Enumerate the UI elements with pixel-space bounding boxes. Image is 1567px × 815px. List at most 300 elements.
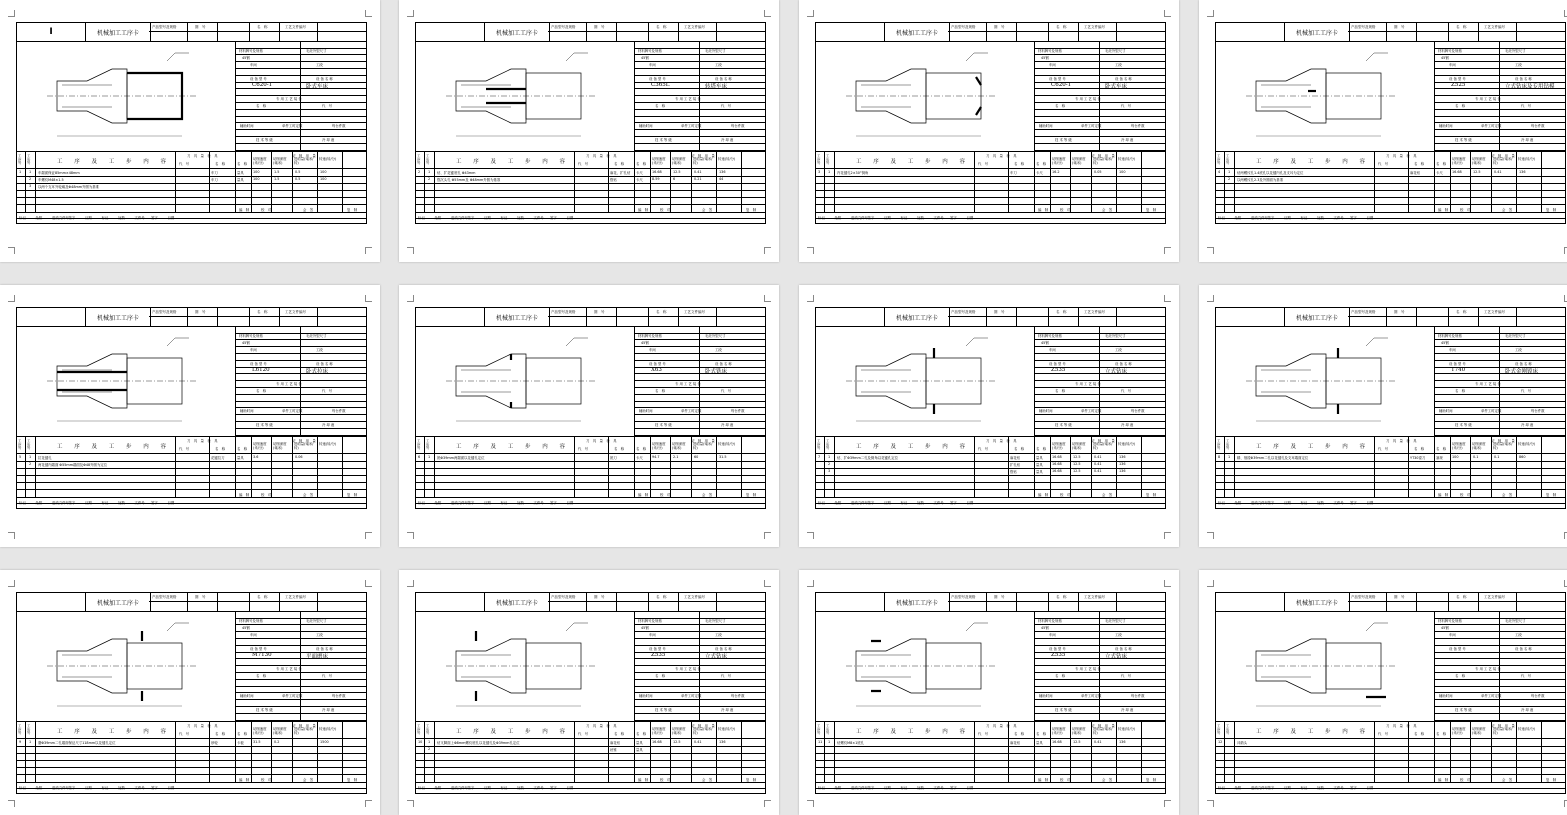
label-tech-grade: 技 术 等 级: [256, 708, 273, 712]
ops-col-line: [1141, 722, 1142, 782]
op-row-text: 钻、扩花键底孔 Φ43mm: [437, 171, 476, 175]
op-row-rpm: 1500: [320, 740, 329, 744]
label-fixture: 专 用 工 艺 装 备: [276, 97, 302, 101]
footer-label: 处数: [434, 501, 442, 505]
label-check: 校 对: [1060, 778, 1071, 782]
label-approve: 会 签: [1102, 493, 1113, 497]
label-material-grade: 材料牌号及规格: [239, 334, 263, 338]
op-row-depth: 1.5: [274, 177, 280, 181]
label-ops-code: 代 号: [1378, 732, 1389, 736]
header-col-line: [986, 593, 987, 611]
label-rate: 冷 却 液: [322, 423, 335, 427]
op-row-no: 6: [418, 455, 421, 459]
page-corner-mark: [1164, 532, 1171, 539]
footer-label: 标记: [1300, 501, 1308, 505]
ops-col-line: [1116, 152, 1117, 212]
label-workshop: 车间: [1449, 633, 1456, 637]
footer-label: 签字: [1267, 216, 1275, 220]
label-aux-time: 辅助时间: [639, 409, 653, 413]
page-corner-mark: [807, 247, 814, 254]
label-tech-grade: 技 术 等 级: [655, 138, 672, 142]
label-drawing-no: 图 号: [594, 25, 605, 29]
footer-label: 标记: [19, 786, 26, 790]
label-rate: 冷 却 液: [1121, 138, 1134, 142]
footer-label: 处数: [1317, 216, 1324, 220]
equipment-model-value: M7130: [252, 652, 272, 658]
roughness-leader: [966, 338, 988, 346]
label-proc-no: 工序号: [1217, 154, 1221, 166]
footer-label: 标记: [500, 786, 508, 790]
footer-label: 签字: [550, 216, 557, 220]
label-equipment-model: 设 备 型 号: [1049, 362, 1066, 366]
label-proc-no: 工序号: [18, 439, 22, 451]
footer-label: 日期: [566, 786, 574, 790]
label-check: 校 对: [660, 208, 671, 212]
label-cut-depth: 切削深度(毫米): [672, 157, 686, 165]
ops-row-line: [816, 746, 1165, 747]
footer-label: 标记: [19, 501, 26, 505]
label-name: 名 称: [656, 595, 667, 599]
op-row-spec: 卡尺: [636, 178, 643, 182]
label-compile: 编 制: [1438, 778, 1449, 782]
op-row-step: 2: [828, 462, 831, 466]
operations-table: [416, 151, 765, 224]
page-corner-mark: [1164, 247, 1171, 254]
label-check: 校 对: [660, 778, 671, 782]
label-ops-spec: 名 称: [636, 447, 647, 451]
page-corner-mark: [764, 580, 771, 587]
label-compile: 编 制: [638, 778, 649, 782]
ops-col-line: [670, 722, 671, 782]
label-material-grade: 材料牌号及规格: [1038, 619, 1062, 623]
footer-label: 标记: [818, 786, 825, 790]
header-col-line: [1078, 308, 1079, 326]
label-product-model: 产品型号及规格: [551, 595, 576, 599]
op-row-text: 内花键孔2×30°倒角: [837, 171, 869, 175]
part-drawing: [416, 611, 634, 721]
label-material: 45钢: [1441, 56, 1449, 60]
label-tech-grade: 技 术 等 级: [1455, 708, 1472, 712]
ops-col-line: [1408, 152, 1409, 212]
label-check: 校 对: [660, 493, 671, 497]
part-drawing-svg: [416, 611, 634, 721]
equipment-name-value: 卧式金刚镗床: [1505, 369, 1539, 375]
label-workshop: 车间: [250, 348, 257, 352]
op-row-tool: 花键拉刀: [211, 456, 225, 460]
op-row-step: 1: [428, 170, 431, 174]
label-compile: 编 制: [638, 493, 649, 497]
label-tool-name: 名 称: [655, 674, 666, 678]
op-row-text: 钻叉脚面上Φ8mm螺纹底孔以花键孔及Φ39mm孔定位: [437, 741, 520, 745]
roughness-leader: [1366, 623, 1388, 631]
footer-label: 签字: [467, 501, 475, 505]
footer-label: 标记: [101, 786, 109, 790]
ops-row-line: [416, 738, 765, 739]
label-material-grade: 材料牌号及规格: [638, 49, 662, 53]
label-drawing-no: 图 号: [994, 310, 1005, 314]
header-col-line: [586, 308, 587, 326]
document-page-8[interactable]: [1199, 285, 1567, 547]
label-material-grade: 材料牌号及规格: [1438, 334, 1462, 338]
label-step-no: 工步号: [27, 439, 31, 451]
page-corner-mark: [807, 532, 814, 539]
label-process-doc: 工艺文件编号: [1084, 25, 1105, 29]
op-row-speed: 16.2: [1052, 170, 1060, 174]
label-tool-group: 刀 具 量 检 具: [187, 439, 218, 443]
card-title: 机械加工工序卡: [484, 23, 550, 41]
label-feed: 进给量(毫米/转): [294, 727, 314, 735]
header-col-line: [678, 308, 679, 326]
card-header: [1216, 23, 1565, 42]
ops-col-line: [716, 152, 717, 212]
footer-label: 标记: [1300, 786, 1308, 790]
page-corner-mark: [1164, 580, 1171, 587]
ops-row-line: [1216, 204, 1565, 205]
ops-row-line: [816, 760, 1165, 761]
label-cut-depth: 切削深度(毫米): [1072, 442, 1086, 450]
header-divider: [548, 31, 765, 32]
ops-col-line: [424, 722, 425, 782]
header-divider: [948, 31, 1165, 32]
header-col-line: [1416, 593, 1417, 611]
ops-col-line: [1116, 437, 1117, 497]
header-col-line: [1116, 593, 1117, 611]
label-review: 复 制: [347, 493, 358, 497]
ops-col-line: [424, 152, 425, 212]
op-row-feed: 0.41: [694, 740, 702, 744]
footer-label: 日期: [1366, 216, 1374, 220]
op-row-text: 铣Φ39mm两端面以花键孔定位: [437, 456, 485, 460]
label-compile: 编 制: [1438, 493, 1449, 497]
label-op-content: 工 序 及 工 步 内 容: [456, 444, 570, 450]
page-corner-mark: [8, 10, 15, 17]
label-unit-time: 单件工时定额: [1081, 694, 1102, 698]
label-section: 工段: [316, 63, 323, 67]
ops-col-line: [1091, 437, 1092, 497]
part-drawing: [816, 326, 1034, 436]
part-drawing: [1216, 41, 1434, 151]
part-drawing-svg: [816, 326, 1034, 436]
footer-label: 处数: [1234, 501, 1242, 505]
ops-col-line: [834, 437, 835, 497]
label-ops-name: 名 称: [215, 447, 226, 451]
footer-label: 签字: [151, 786, 158, 790]
label-proc-no: 工序号: [1217, 439, 1221, 451]
label-tool-name: 名 称: [1455, 389, 1466, 393]
label-code: 代 号: [1521, 674, 1532, 678]
document-page-2[interactable]: [399, 0, 779, 262]
document-page-1[interactable]: [0, 0, 380, 262]
footer-label: 签字: [867, 216, 875, 220]
label-cut-group: 切 削 用 量: [691, 724, 715, 728]
label-unit-time: 单件工时定额: [1481, 694, 1502, 698]
footer-label: 文件号: [533, 216, 544, 220]
label-cut-speed: 切削速度(米/分): [253, 727, 267, 735]
ops-col-line: [1541, 437, 1542, 497]
header-col-line: [616, 308, 617, 326]
op-row-tool: 铣刀: [610, 456, 617, 460]
label-section: 工段: [1115, 63, 1122, 67]
label-equipment-model: 设 备 型 号: [649, 362, 666, 366]
label-code: 代 号: [322, 674, 333, 678]
label-tool-group: 刀 具 量 检 具: [586, 154, 617, 158]
document-page-7[interactable]: [799, 285, 1179, 547]
footer-label: 更改文件号: [1251, 786, 1268, 790]
ops-col-line: [209, 437, 210, 497]
op-row-text: 以两个支耳外轮廓及Φ48mm外圆为基准: [38, 185, 100, 189]
footer-label: 日期: [966, 501, 974, 505]
label-ops-name: 名 称: [614, 447, 625, 451]
document-page-11[interactable]: [799, 570, 1179, 815]
page-corner-mark: [407, 800, 414, 807]
equipment-model-value: C365L: [651, 82, 670, 88]
label-ops-code: 代 号: [179, 732, 190, 736]
header-col-line: [648, 23, 649, 41]
roughness-leader: [966, 623, 988, 631]
ops-row-line: [1216, 767, 1565, 768]
footer-label: 日期: [1284, 216, 1291, 220]
ops-row-line: [1216, 746, 1565, 747]
ops-row-line: [816, 489, 1165, 490]
ops-col-line: [650, 152, 651, 212]
label-equipment-name: 设 备 名 称: [1515, 647, 1532, 651]
ops-col-line: [1408, 722, 1409, 782]
op-row-feed: 0.41: [1094, 462, 1102, 466]
card-header: [416, 23, 765, 42]
op-row-tool: 车刀: [211, 171, 218, 175]
label-aux-time: 辅助时间: [1439, 409, 1453, 413]
footer-label: 日期: [85, 216, 92, 220]
footer-label: 处数: [834, 501, 842, 505]
header-divider: [149, 31, 366, 32]
op-row-step: 1: [428, 455, 431, 459]
label-ops-spec: 名 称: [1436, 447, 1447, 451]
op-row-spec: 量具: [1036, 456, 1043, 460]
label-check: 校 对: [1460, 493, 1471, 497]
card-mark-cell: [1216, 593, 1284, 611]
label-name: 名 称: [656, 25, 667, 29]
op-row-tool: 麻花钻: [1410, 171, 1421, 175]
equipment-name-value: 卧式铣床: [705, 369, 728, 375]
label-feed: 进给量(毫米/转): [294, 157, 314, 165]
label-drawing-no: 图 号: [1394, 310, 1405, 314]
op-row-tool: 扩孔钻: [1010, 463, 1021, 467]
label-op-content: 工 序 及 工 步 内 容: [57, 159, 171, 165]
footer-label: 标记: [418, 216, 425, 220]
page-corner-mark: [1164, 800, 1171, 807]
op-row-text: 车螺纹M48×1.5: [38, 178, 64, 182]
label-material: 45钢: [242, 56, 250, 60]
ops-col-line: [271, 722, 272, 782]
ops-col-line: [1434, 152, 1435, 212]
footer-label: 签字: [950, 216, 957, 220]
ops-col-line: [25, 722, 26, 782]
op-row-tool: YT30镗刀: [1410, 456, 1426, 460]
document-page-3[interactable]: [799, 0, 1179, 262]
label-ops-spec: 名 称: [1036, 732, 1047, 736]
label-drawing-no: 图 号: [195, 595, 206, 599]
footer-label: 文件号: [134, 501, 145, 505]
label-material-grade: 材料牌号及规格: [1438, 49, 1462, 53]
label-review: 复 制: [347, 778, 358, 782]
label-rpm: 转速(转/分): [1118, 442, 1136, 446]
op-row-speed: 16.68: [1052, 740, 1062, 744]
op-row-spec: 卡尺: [1436, 171, 1443, 175]
op-row-rpm: 136: [1119, 740, 1126, 744]
label-tool-name: 名 称: [655, 104, 666, 108]
ops-col-line: [1408, 437, 1409, 497]
operations-table: [17, 436, 366, 509]
page-corner-mark: [365, 800, 372, 807]
label-unit-time: 单件工时定额: [282, 694, 303, 698]
info-row-line: [635, 428, 766, 436]
op-row-no: 9: [19, 740, 22, 744]
header-col-line: [586, 23, 587, 41]
label-equipment-name: 设 备 名 称: [1115, 647, 1132, 651]
label-material-grade: 材料牌号及规格: [1038, 334, 1062, 338]
ops-row-line: [816, 183, 1165, 184]
ops-row-line: [17, 497, 366, 498]
label-check: 校 对: [1060, 493, 1071, 497]
footer-label: 签字: [467, 216, 475, 220]
ops-col-line: [634, 437, 635, 497]
label-prep-time: 每台件数: [332, 409, 346, 413]
document-page-9[interactable]: [0, 570, 380, 815]
header-col-line: [986, 23, 987, 41]
label-code: 代 号: [1521, 389, 1532, 393]
label-material: 45钢: [1441, 626, 1449, 630]
header-col-line: [716, 23, 717, 41]
card-info-block: [235, 326, 367, 436]
footer-label: 日期: [484, 786, 491, 790]
op-row-depth: 12.5: [1473, 170, 1481, 174]
ops-row-line: [816, 774, 1165, 775]
op-row-speed: 16.68: [1452, 170, 1462, 174]
document-page-10[interactable]: [399, 570, 779, 815]
label-tech-grade: 技 术 等 级: [1055, 708, 1072, 712]
label-equipment-name: 设 备 名 称: [715, 362, 732, 366]
label-ops-spec: 名 称: [1436, 732, 1447, 736]
op-row-no: 7: [818, 455, 821, 459]
ops-col-line: [1450, 722, 1451, 782]
label-product-model: 产品型号及规格: [1351, 25, 1376, 29]
label-rpm: 转速(转/分): [718, 442, 736, 446]
footer-label: 日期: [884, 786, 891, 790]
footer-label: 更改文件号: [52, 216, 69, 220]
label-ops-code: 代 号: [578, 447, 589, 451]
label-cut-speed: 切削速度(米/分): [253, 157, 267, 165]
label-cut-speed: 切削速度(米/分): [652, 157, 666, 165]
op-row-tool: 砂轮: [211, 741, 218, 745]
ops-row-line: [416, 767, 765, 768]
ops-col-line: [292, 437, 293, 497]
ops-row-line: [1216, 489, 1565, 490]
ops-row-line: [17, 489, 366, 490]
label-ops-code: 代 号: [179, 162, 190, 166]
document-page-6[interactable]: [399, 285, 779, 547]
ops-col-line: [175, 437, 176, 497]
op-row-speed: 16.68: [1052, 469, 1062, 473]
info-row-line: [1435, 143, 1566, 151]
document-page-4[interactable]: [1199, 0, 1567, 262]
ops-col-line: [1234, 722, 1235, 782]
ops-col-line: [1034, 152, 1035, 212]
label-fixture: 专 用 工 艺 装 备: [1075, 382, 1101, 386]
label-rpm: 转速(转/分): [1118, 727, 1136, 731]
label-name: 名 称: [257, 25, 268, 29]
label-drawing-no: 图 号: [594, 310, 605, 314]
label-equipment-model: 设 备 型 号: [1049, 77, 1066, 81]
label-approve: 会 签: [1502, 493, 1513, 497]
ops-row-line: [17, 176, 366, 177]
page-corner-mark: [807, 10, 814, 17]
label-cut-speed: 切削速度(米/分): [1052, 157, 1066, 165]
label-aux-time: 辅助时间: [240, 124, 254, 128]
op-row-text: 钻螺纹M8×1底孔: [837, 741, 865, 745]
label-ops-spec: 名 称: [1036, 162, 1047, 166]
label-proc-no: 工序号: [18, 724, 22, 736]
label-code: 代 号: [1121, 674, 1132, 678]
footer-label: 处数: [917, 216, 924, 220]
label-feed: 进给量(毫米/转): [1493, 157, 1513, 165]
label-equipment-name: 设 备 名 称: [715, 647, 732, 651]
ops-row-line: [1216, 212, 1565, 213]
footer-label: 文件号: [134, 786, 145, 790]
document-page-5[interactable]: [0, 285, 380, 547]
op-row-speed: 16.68: [1052, 455, 1062, 459]
page-corner-mark: [807, 800, 814, 807]
label-process-doc: 工艺文件编号: [1484, 595, 1505, 599]
card-info-block: [1434, 611, 1566, 721]
card-mark-cell: [416, 23, 484, 41]
ops-col-line: [608, 437, 609, 497]
op-row-rpm: 136: [1119, 469, 1126, 473]
footer-label: 处数: [517, 216, 524, 220]
ops-col-line: [691, 437, 692, 497]
label-cut-group: 切 削 用 量: [1091, 439, 1115, 443]
label-tool-group: 刀 具 量 检 具: [586, 439, 617, 443]
equipment-name-value: 平面磨床: [306, 654, 329, 660]
label-blank-dims: 毛坯外型尺寸: [306, 334, 327, 338]
op-row-spec: 塞规: [1436, 456, 1443, 460]
ops-row-line: [816, 204, 1165, 205]
label-check: 校 对: [261, 778, 272, 782]
label-tool-group: 刀 具 量 检 具: [1386, 154, 1417, 158]
op-row-no: 2: [418, 170, 421, 174]
footer-label: 日期: [566, 501, 574, 505]
label-unit-time: 单件工时定额: [681, 124, 702, 128]
label-feed: 进给量(毫米/转): [693, 727, 713, 735]
op-row-tool: 车刀: [211, 178, 218, 182]
ops-col-line: [1234, 152, 1235, 212]
op-row-step: 1: [828, 170, 831, 174]
label-section: 工段: [1515, 633, 1522, 637]
part-drawing: [416, 41, 634, 151]
part-drawing: [17, 41, 235, 151]
label-ops-name: 名 称: [1414, 162, 1425, 166]
op-row-speed: 100: [1452, 455, 1459, 459]
header-col-line: [648, 593, 649, 611]
label-equipment-model: 设 备 型 号: [649, 647, 666, 651]
label-tool-group: 刀 具 量 检 具: [986, 724, 1017, 728]
footer-label: 日期: [966, 786, 974, 790]
document-page-12[interactable]: [1199, 570, 1567, 815]
footer-label: 日期: [966, 216, 974, 220]
op-row-step: 2: [1228, 177, 1231, 181]
ops-col-line: [670, 152, 671, 212]
op-row-step: 1: [1228, 455, 1231, 459]
ops-col-line: [1374, 722, 1375, 782]
